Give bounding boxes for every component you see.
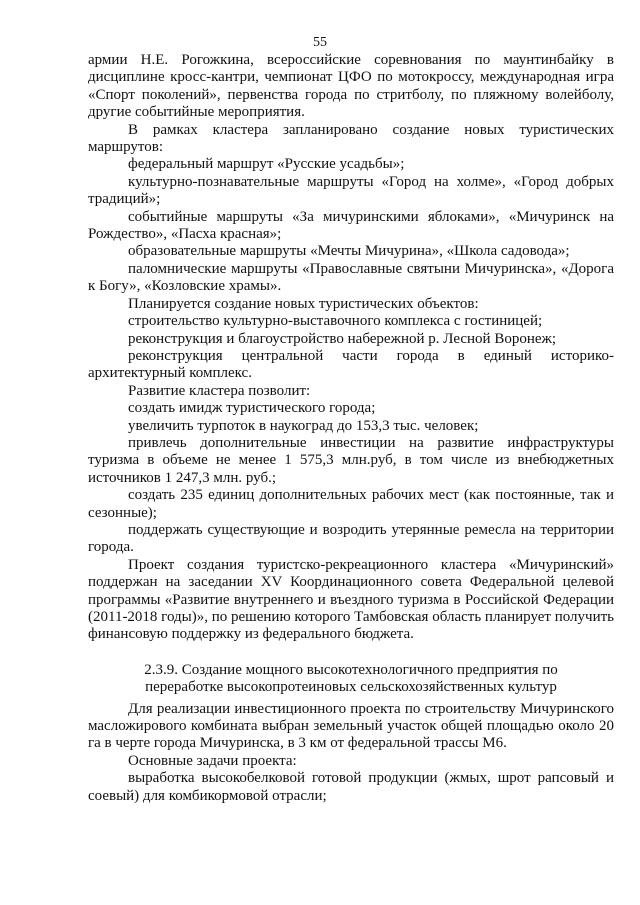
document-body xyxy=(88,52,614,805)
list-item: увеличить турпоток в наукоград до 153,3 тыс. человек; xyxy=(128,417,479,434)
list-item: образовательные маршруты «Мечты Мичурина», «Школа садовода»; xyxy=(128,243,570,260)
list-item: создать имидж туристического города; xyxy=(128,400,376,417)
list-item: реконструкция и благоустройство набережной р. Лесной Воронеж; xyxy=(128,330,557,347)
list-item: паломнические маршруты «Православные святыни Мичуринска», «Дорога к Богу», «Козловские храмы». xyxy=(88,260,614,295)
list-item: поддержать существующие и возродить утерянные ремесла на территории города. xyxy=(88,521,614,556)
list-item: реконструкция центральной части города в единый историко-архитектурный комплекс. xyxy=(88,347,614,382)
paragraph: Для реализации инвестиционного проекта по строительству Мичуринского масложирового комбината выбран земельный участок общей площадью около 20 га в черте города Мичуринска, в 3 км от федеральной трассы М6. xyxy=(88,700,614,752)
page-number: 55 xyxy=(313,35,327,50)
paragraph: Проект создания туристско-рекреационного кластера «Мичуринский» поддержан на заседании XV Координационного совета Федеральной целевой программы «Развитие внутреннего и въездного туризма в Российской Федерации (2011-2018 годы)», по решению которого Тамбовская область планирует получить финансовую поддержку из федерального бюджета. xyxy=(88,556,614,643)
paragraph: Планируется создание новых туристических объектов: xyxy=(128,295,479,312)
list-item: культурно-познавательные маршруты «Город на холме», «Город добрых традиций»; xyxy=(88,173,614,208)
list-item: выработка высокобелковой готовой продукции (жмых, шрот рапсовый и соевый) для комбикормовой отрасли; xyxy=(88,770,614,804)
list-item: федеральный маршрут «Русские усадьбы»; xyxy=(128,156,405,173)
list-item: событийные маршруты «За мичуринскими яблоками», «Мичуринск на Рождество», «Пасха красная»; xyxy=(88,208,614,243)
section-heading: 2.3.9. Создание мощного высокотехнологичного предприятия по переработке высокопротеиновых сельскохозяйственных культур xyxy=(144,661,558,696)
list-item: строительство культурно-выставочного комплекса с гостиницей; xyxy=(128,313,543,330)
paragraph: армии Н.Е. Рогожкина, всероссийские соревнования по маунтинбайку в дисциплине кросс-кантри, чемпионат ЦФО по мотокроссу, международная игра «Спорт поколений», первенства города по стритболу, по пляжному волейболу, другие событийные мероприятия. xyxy=(88,52,614,121)
paragraph: В рамках кластера запланировано создание новых туристических маршрутов: xyxy=(88,121,614,156)
list-item: привлечь дополнительные инвестиции на развитие инфраструктуры туризма в объеме не менее 1 575,3 млн.руб, в том числе из внебюджетных источников 1 247,3 млн. руб.; xyxy=(88,434,614,486)
paragraph: Основные задачи проекта: xyxy=(128,752,297,769)
list-item: создать 235 единиц дополнительных рабочих мест (как постоянные, так и сезонные); xyxy=(88,487,614,521)
section-spacer xyxy=(88,644,614,662)
paragraph: Развитие кластера позволит: xyxy=(128,382,311,399)
